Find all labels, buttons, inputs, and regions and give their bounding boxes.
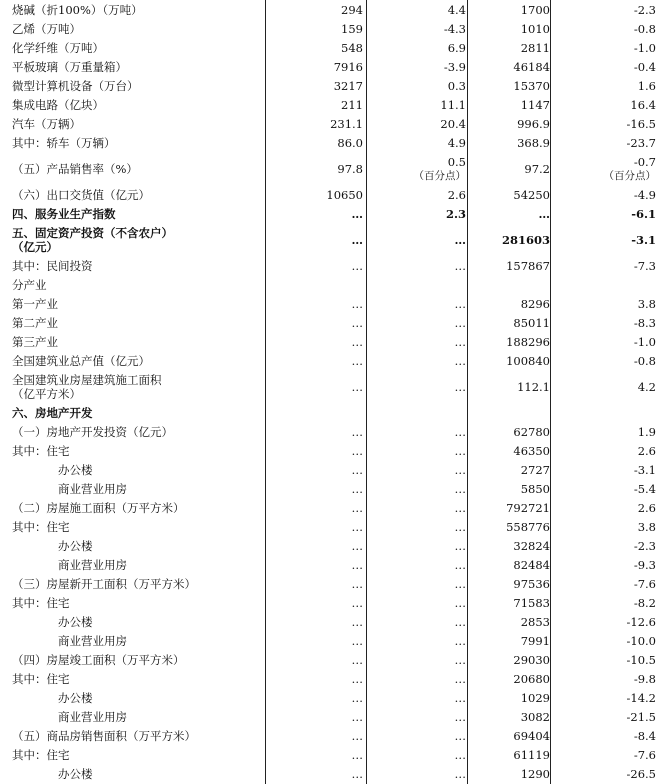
cell-c4: -12.6 (626, 614, 656, 629)
row-label: 办公楼 (58, 766, 93, 781)
cell-c3: 54250 (513, 187, 550, 202)
cell-c4: -5.4 (633, 481, 656, 496)
cell-c3: 61119 (513, 747, 550, 762)
cell-c3: 7991 (520, 633, 550, 648)
table-row (0, 256, 672, 275)
cell-c2: … (454, 652, 466, 667)
cell-c3: 996.9 (517, 116, 550, 131)
table-row (0, 133, 672, 152)
row-label: 乙烯（万吨） (12, 21, 81, 36)
cell-c1 (266, 403, 363, 422)
cell-c4: 16.4 (630, 97, 656, 112)
cell-c3: 1700 (520, 2, 550, 17)
row-label: （三）房屋新开工面积（万平方米） (12, 576, 196, 591)
cell-c2: … (454, 728, 466, 743)
row-label: 四、服务业生产指数 (12, 206, 116, 221)
row-label: 办公楼 (58, 538, 93, 553)
cell-c3: 46350 (513, 443, 550, 458)
cell-c3: 100840 (506, 353, 550, 368)
cell-c3: 85011 (513, 315, 550, 330)
cell-c1: … (351, 614, 363, 629)
row-label: （一）房地产开发投资（亿元） (12, 424, 173, 439)
row-label: 其中：住宅 (12, 443, 70, 458)
table-row (0, 650, 672, 669)
cell-c2: … (454, 538, 466, 553)
cell-c4: -9.8 (633, 671, 656, 686)
table-row (0, 593, 672, 612)
table-row (0, 498, 672, 517)
cell-c1: … (351, 595, 363, 610)
row-label: 汽车（万辆） (12, 116, 81, 131)
cell-c3: 1290 (520, 766, 550, 781)
row-label: （五）商品房销售面积（万平方米） (12, 728, 196, 743)
row-label: 第二产业 (12, 315, 58, 330)
cell-c2: 4.4 (447, 2, 466, 17)
cell-c4: -26.5 (626, 766, 656, 781)
cell-c1: 159 (341, 21, 363, 36)
cell-c3: 29030 (513, 652, 550, 667)
cell-c1: … (351, 443, 363, 458)
cell-c3: 1147 (520, 97, 550, 112)
cell-c1 (266, 275, 363, 294)
row-label: （二）房屋施工面积（万平方米） (12, 500, 185, 515)
cell-unit-note: （百分点） (603, 169, 656, 182)
cell-c1: 10650 (326, 187, 363, 202)
table-row (0, 517, 672, 536)
cell-c3: 82484 (513, 557, 550, 572)
row-label: 分产业 (12, 277, 47, 292)
row-label: 化学纤维（万吨） (12, 40, 104, 55)
table-row (0, 555, 672, 574)
cell-c4: 3.8 (637, 519, 656, 534)
cell-c1: 294 (341, 2, 363, 17)
cell-c4 (552, 403, 656, 422)
cell-c1: … (351, 353, 363, 368)
cell-c1: … (351, 766, 363, 781)
cell-c2: … (454, 519, 466, 534)
table-row (0, 95, 672, 114)
cell-c3: 2811 (520, 40, 550, 55)
table-row (0, 57, 672, 76)
table-row (0, 422, 672, 441)
table-row (0, 460, 672, 479)
cell-c3: 112.1 (517, 379, 550, 394)
row-label: 全国建筑业房屋建筑施工面积 （亿平方米） (12, 372, 162, 401)
table-row (0, 764, 672, 783)
cell-c4: 2.6 (637, 500, 656, 515)
cell-c4: -2.3 (633, 2, 656, 17)
cell-c1: 7916 (333, 59, 363, 74)
row-label: 全国建筑业总产值（亿元） (12, 353, 150, 368)
cell-c1: … (351, 258, 363, 273)
cell-c2 (368, 403, 466, 422)
cell-c3: 15370 (513, 78, 550, 93)
cell-c1: … (351, 576, 363, 591)
cell-c4: -10.5 (626, 652, 656, 667)
cell-c2 (368, 275, 466, 294)
cell-c3: 5850 (520, 481, 550, 496)
cell-c4: -3.1 (633, 462, 656, 477)
cell-c3: 368.9 (517, 135, 550, 150)
row-label: （五）产品销售率（%） (12, 161, 138, 176)
table-row (0, 19, 672, 38)
cell-c2: … (454, 462, 466, 477)
cell-c2: … (454, 747, 466, 762)
table-row (0, 707, 672, 726)
cell-c1: 211 (341, 97, 363, 112)
cell-c3: … (538, 206, 550, 221)
row-label: 其中：住宅 (12, 671, 70, 686)
table-row (0, 726, 672, 745)
cell-c4: -14.2 (626, 690, 656, 705)
table-row (0, 688, 672, 707)
row-label: （六）出口交货值（亿元） (12, 187, 150, 202)
row-label: 五、固定资产投资（不含农户） （亿元） (12, 225, 173, 254)
table-row (0, 294, 672, 313)
row-label: 商业营业用房 (58, 481, 127, 496)
cell-c3: 97536 (513, 576, 550, 591)
column-divider (550, 0, 551, 784)
cell-c4: 4.2 (637, 379, 656, 394)
cell-c4: -0.8 (633, 21, 656, 36)
table-row (0, 536, 672, 555)
row-label: 办公楼 (58, 614, 93, 629)
cell-c1: … (351, 671, 363, 686)
cell-c2: 2.3 (445, 206, 466, 221)
cell-c3: 97.2 (524, 161, 550, 176)
cell-c3: 1010 (520, 21, 550, 36)
cell-c4: -8.3 (633, 315, 656, 330)
row-label: 第三产业 (12, 334, 58, 349)
table-row (0, 204, 672, 223)
row-label: 其中：住宅 (12, 747, 70, 762)
cell-c1: … (351, 519, 363, 534)
cell-c1: … (351, 728, 363, 743)
cell-c4: -21.5 (626, 709, 656, 724)
cell-c4: -23.7 (626, 135, 656, 150)
table-row (0, 403, 672, 422)
cell-c4: 1.6 (637, 78, 656, 93)
table-row (0, 38, 672, 57)
column-divider (265, 0, 266, 784)
cell-c4: 2.6 (637, 443, 656, 458)
cell-c3: 281603 (501, 232, 550, 247)
cell-c2: 2.6 (447, 187, 466, 202)
row-label: 商业营业用房 (58, 709, 127, 724)
table-row (0, 669, 672, 688)
cell-c4: 3.8 (637, 296, 656, 311)
table-row (0, 631, 672, 650)
cell-c1: 97.8 (337, 161, 363, 176)
table-row (0, 114, 672, 133)
row-label: 微型计算机设备（万台） (12, 78, 139, 93)
cell-c1: … (351, 709, 363, 724)
cell-c1: … (351, 652, 363, 667)
cell-c4: -10.0 (626, 633, 656, 648)
cell-c1: 548 (341, 40, 363, 55)
cell-c2: … (454, 595, 466, 610)
cell-c1: … (351, 379, 363, 394)
table-row (0, 152, 672, 185)
table-row (0, 479, 672, 498)
cell-c4: -6.1 (631, 206, 656, 221)
cell-c2: … (454, 232, 466, 247)
cell-c2: … (454, 576, 466, 591)
cell-c2: … (454, 614, 466, 629)
cell-c1: … (351, 500, 363, 515)
cell-c2: … (454, 424, 466, 439)
table-row (0, 351, 672, 370)
table-row (0, 223, 672, 256)
cell-c4: -8.2 (633, 595, 656, 610)
cell-c2: … (454, 671, 466, 686)
cell-c4: -1.0 (633, 40, 656, 55)
row-label: 六、房地产开发 (12, 405, 93, 420)
cell-c3: 792721 (506, 500, 550, 515)
row-label: 其中：住宅 (12, 595, 70, 610)
cell-c3: 8296 (520, 296, 550, 311)
cell-c4: -0.8 (633, 353, 656, 368)
cell-c4: -7.6 (633, 747, 656, 762)
cell-c4: -16.5 (626, 116, 656, 131)
table-row (0, 574, 672, 593)
cell-c3: 62780 (513, 424, 550, 439)
cell-c4: 1.9 (637, 424, 656, 439)
cell-c3: 2727 (520, 462, 550, 477)
cell-c1: … (351, 557, 363, 572)
cell-c2: … (454, 379, 466, 394)
table-row (0, 0, 672, 19)
row-label: 办公楼 (58, 462, 93, 477)
column-divider (467, 0, 468, 784)
cell-c4: -7.6 (633, 576, 656, 591)
cell-c4 (552, 152, 656, 185)
cell-c4: -7.3 (633, 258, 656, 273)
table-row (0, 275, 672, 294)
cell-c2: … (454, 690, 466, 705)
cell-c3 (468, 403, 550, 422)
cell-c3: 2853 (520, 614, 550, 629)
row-label: 其中：轿车（万辆） (12, 135, 116, 150)
table-row (0, 185, 672, 204)
cell-c3: 69404 (513, 728, 550, 743)
cell-c3: 558776 (506, 519, 550, 534)
cell-c1: 86.0 (337, 135, 363, 150)
cell-value: 0.5 (447, 154, 466, 169)
row-label: 办公楼 (58, 690, 93, 705)
cell-c1: … (351, 232, 363, 247)
cell-c2: … (454, 500, 466, 515)
cell-c1: 3217 (333, 78, 363, 93)
cell-c2: 4.9 (447, 135, 466, 150)
row-label: （四）房屋竣工面积（万平方米） (12, 652, 185, 667)
cell-c1: … (351, 538, 363, 553)
cell-c1: … (351, 206, 363, 221)
table-row (0, 745, 672, 764)
cell-c3: 46184 (513, 59, 550, 74)
cell-c3: 3082 (520, 709, 550, 724)
cell-c2: … (454, 709, 466, 724)
cell-c2: … (454, 296, 466, 311)
cell-c2: … (454, 766, 466, 781)
cell-c2: … (454, 353, 466, 368)
row-label: 烧碱（折100%）（万吨） (12, 2, 143, 17)
cell-c3: 20680 (513, 671, 550, 686)
cell-c4: -9.3 (633, 557, 656, 572)
cell-unit-note: （百分点） (413, 169, 466, 182)
cell-c4: -8.4 (633, 728, 656, 743)
cell-c2: -3.9 (443, 59, 466, 74)
cell-c2: … (454, 557, 466, 572)
cell-value: -0.7 (633, 154, 656, 169)
cell-c4: -0.4 (633, 59, 656, 74)
cell-c2: 20.4 (440, 116, 466, 131)
row-label: 平板玻璃（万重量箱） (12, 59, 127, 74)
cell-c3: 188296 (506, 334, 550, 349)
cell-c2 (368, 152, 466, 185)
cell-c2: … (454, 633, 466, 648)
cell-c2: … (454, 443, 466, 458)
cell-c2: -4.3 (443, 21, 466, 36)
cell-c3: 71583 (513, 595, 550, 610)
cell-c4: -1.0 (633, 334, 656, 349)
cell-c2: 11.1 (440, 97, 466, 112)
cell-c2: … (454, 334, 466, 349)
cell-c2: 6.9 (447, 40, 466, 55)
cell-c1: … (351, 315, 363, 330)
cell-c4: -4.9 (633, 187, 656, 202)
row-label: 其中：民间投资 (12, 258, 93, 273)
cell-c2: … (454, 258, 466, 273)
cell-c1: … (351, 296, 363, 311)
row-label: 第一产业 (12, 296, 58, 311)
cell-c3 (468, 275, 550, 294)
row-label: 其中：住宅 (12, 519, 70, 534)
table-row (0, 441, 672, 460)
cell-c4: -2.3 (633, 538, 656, 553)
cell-c3: 32824 (513, 538, 550, 553)
cell-c1: … (351, 690, 363, 705)
cell-c1: … (351, 481, 363, 496)
cell-c2: … (454, 315, 466, 330)
cell-c1: … (351, 424, 363, 439)
cell-c4: -3.1 (631, 232, 656, 247)
table-row (0, 612, 672, 631)
cell-c3: 157867 (506, 258, 550, 273)
column-divider (366, 0, 367, 784)
row-label: 商业营业用房 (58, 633, 127, 648)
table-row (0, 370, 672, 403)
table-row (0, 313, 672, 332)
row-label: 商业营业用房 (58, 557, 127, 572)
cell-c1: … (351, 334, 363, 349)
cell-c2: … (454, 481, 466, 496)
cell-c3: 1029 (520, 690, 550, 705)
cell-c1: 231.1 (330, 116, 363, 131)
cell-c4 (552, 275, 656, 294)
cell-c1: … (351, 633, 363, 648)
cell-c2: 0.3 (447, 78, 466, 93)
table-row (0, 76, 672, 95)
cell-c1: … (351, 747, 363, 762)
table-row (0, 332, 672, 351)
row-label: 集成电路（亿块） (12, 97, 104, 112)
cell-c1: … (351, 462, 363, 477)
